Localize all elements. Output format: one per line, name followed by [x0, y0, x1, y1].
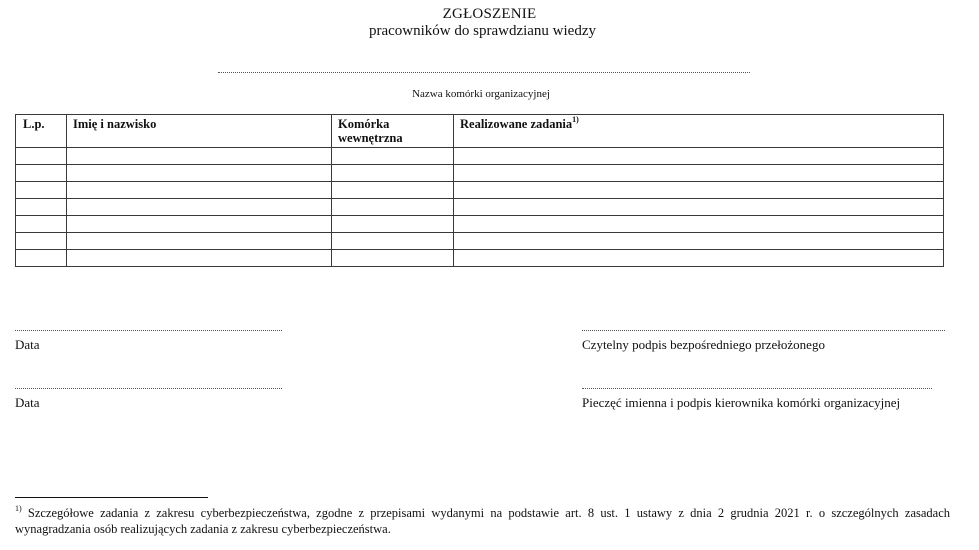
supervisor-signature-block [582, 330, 945, 353]
cell-name[interactable] [67, 233, 332, 250]
cell-unit[interactable] [332, 250, 454, 267]
footnote-text: Szczegółowe zadania z zakresu cyberbezpieczeństwa, zgodne z przepisami wydanymi na podstawie art. 8 ust. 1 ustawy z dnia 2 grudnia 2021 r. o szczególnych zasadach wynagradzania osób realizujących zadania z zakresu cyberbezpieczeństwa. [15, 506, 950, 536]
column-header-name: Imię i nazwisko [67, 115, 332, 148]
table-row [16, 199, 944, 216]
cell-name[interactable] [67, 199, 332, 216]
date-signature-block-1 [15, 330, 282, 353]
cell-tasks[interactable] [454, 216, 944, 233]
cell-unit[interactable] [332, 148, 454, 165]
cell-lp[interactable] [16, 233, 67, 250]
org-unit-field[interactable] [218, 72, 750, 73]
footnote-marker: 1) [15, 503, 22, 513]
column-header-tasks-label: Realizowane zadania [460, 117, 573, 131]
cell-lp[interactable] [16, 165, 67, 182]
cell-lp[interactable] [16, 250, 67, 267]
supervisor-signature-label: Czytelny podpis bezpośredniego przełożonego [582, 337, 825, 352]
column-header-unit: Komórka wewnętrzna [332, 115, 454, 148]
document-title: ZGŁOSZENIE [442, 6, 537, 22]
table-row [16, 165, 944, 182]
table-header-row [16, 115, 944, 148]
cell-tasks[interactable] [454, 148, 944, 165]
cell-lp[interactable] [16, 182, 67, 199]
cell-name[interactable] [67, 148, 332, 165]
manager-signature-label: Pieczęć imienna i podpis kierownika komórki organizacyjnej [582, 395, 901, 410]
cell-lp[interactable] [16, 216, 67, 233]
cell-tasks[interactable] [454, 182, 944, 199]
cell-tasks[interactable] [454, 165, 944, 182]
document-subtitle: pracowników do sprawdzianu wiedzy [368, 23, 596, 39]
table-row [16, 250, 944, 267]
cell-name[interactable] [67, 182, 332, 199]
cell-tasks[interactable] [454, 250, 944, 267]
cell-unit[interactable] [332, 199, 454, 216]
cell-unit[interactable] [332, 165, 454, 182]
date-signature-block-2 [15, 388, 282, 411]
column-header-tasks [454, 115, 944, 148]
cell-unit[interactable] [332, 216, 454, 233]
table-row [16, 182, 944, 199]
footnote [15, 505, 950, 537]
table-row [16, 148, 944, 165]
supervisor-signature-field[interactable] [582, 330, 945, 331]
table-row [16, 216, 944, 233]
manager-signature-field[interactable] [582, 388, 932, 389]
table-row [16, 233, 944, 250]
employee-table [15, 114, 944, 267]
footnote-ref: 1) [572, 114, 579, 124]
org-unit-label: Nazwa komórki organizacyjnej [412, 88, 550, 100]
cell-lp[interactable] [16, 199, 67, 216]
cell-name[interactable] [67, 216, 332, 233]
footnote-separator [15, 497, 208, 498]
date-label-1: Data [15, 337, 40, 352]
cell-name[interactable] [67, 165, 332, 182]
date-field-2[interactable] [15, 388, 282, 389]
cell-name[interactable] [67, 250, 332, 267]
cell-tasks[interactable] [454, 199, 944, 216]
manager-signature-block [582, 388, 932, 411]
cell-tasks[interactable] [454, 233, 944, 250]
cell-unit[interactable] [332, 233, 454, 250]
date-field-1[interactable] [15, 330, 282, 331]
cell-unit[interactable] [332, 182, 454, 199]
date-label-2: Data [15, 395, 40, 410]
cell-lp[interactable] [16, 148, 67, 165]
column-header-lp: L.p. [16, 115, 67, 148]
